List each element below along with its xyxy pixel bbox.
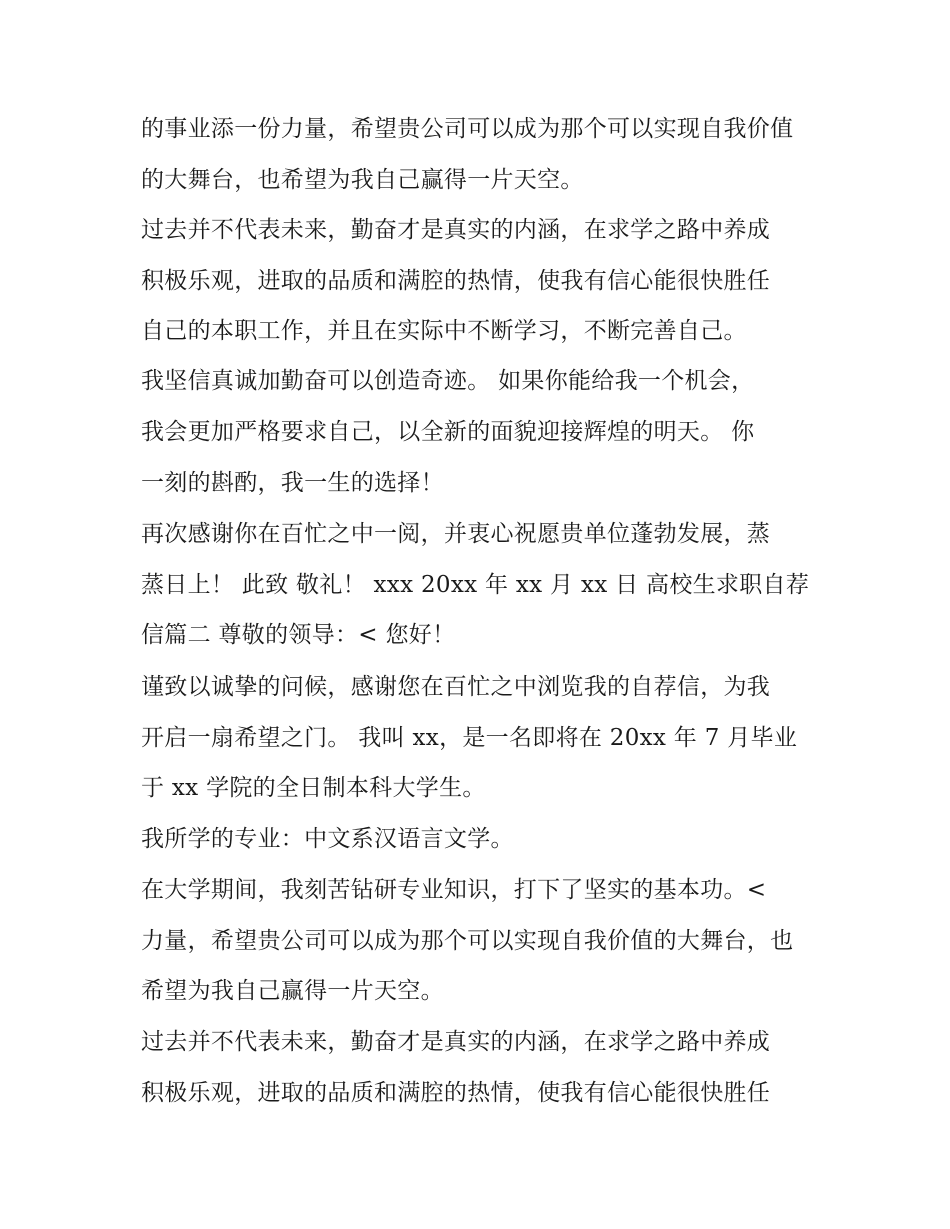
text-line: 信篇二 尊敬的领导：< 您好！ <box>141 622 456 648</box>
text-line: 的事业添一份力量，希望贵公司可以成为那个可以实现自我价值 <box>141 116 794 142</box>
text-line: 过去并不代表未来，勤奋才是真实的内涵，在求学之路中养成 <box>141 217 771 243</box>
text-line: 于 xx 学院的全日制本科大学生。 <box>141 775 486 801</box>
text-line: 过去并不代表未来，勤奋才是真实的内涵，在求学之路中养成 <box>141 1029 771 1055</box>
text-line: 的大舞台，也希望为我自己赢得一片天空。 <box>141 167 584 193</box>
text-line: 再次感谢你在百忙之中一阅，并衷心祝愿贵单位蓬勃发展，蒸 <box>141 521 771 547</box>
text-line: 希望为我自己赢得一片天空。 <box>141 978 444 1004</box>
text-line: 蒸日上！ 此致 敬礼！ xxx 20xx 年 xx 月 xx 日 高校生求职自荐 <box>141 572 810 598</box>
text-line: 我会更加严格要求自己，以全新的面貌迎接辉煌的明天。 你 <box>141 419 755 445</box>
text-line: 一刻的斟酌，我一生的选择！ <box>141 470 444 496</box>
text-line: 我坚信真诚加勤奋可以创造奇迹。 如果你能给我一个机会， <box>141 368 755 394</box>
text-line: 在大学期间，我刻苦钻研专业知识，打下了坚实的基本功。< <box>141 877 767 903</box>
text-line: 积极乐观，进取的品质和满腔的热情，使我有信心能很快胜任 <box>141 268 771 294</box>
text-line: 自己的本职工作，并且在实际中不断学习，不断完善自己。 <box>141 318 747 344</box>
text-line: 开启一扇希望之门。 我叫 xx，是一名即将在 20xx 年 7 月毕业 <box>141 725 798 751</box>
text-line: 力量，希望贵公司可以成为那个可以实现自我价值的大舞台，也 <box>141 928 794 954</box>
text-line: 积极乐观，进取的品质和满腔的热情，使我有信心能很快胜任 <box>141 1080 771 1106</box>
text-line: 谨致以诚挚的问候，感谢您在百忙之中浏览我的自荐信，为我 <box>141 674 771 700</box>
text-line: 我所学的专业：中文系汉语言文学。 <box>141 826 514 852</box>
